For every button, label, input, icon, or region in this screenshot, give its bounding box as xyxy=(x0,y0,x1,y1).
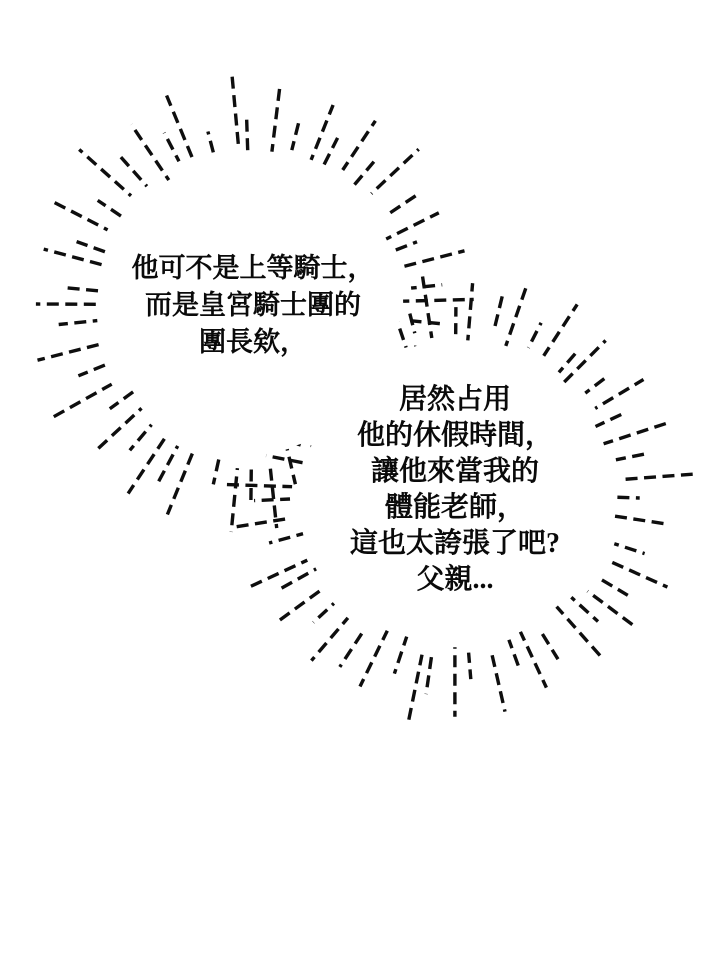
speech-line: 而是皇宮騎士團的 xyxy=(145,290,361,320)
speech-line: 讓他來當我的 xyxy=(370,456,539,487)
speech-line: 父親... xyxy=(416,564,494,595)
speech-line: 體能老師， xyxy=(384,492,525,523)
speech-line: 他的休假時間， xyxy=(356,420,553,451)
speech-bubble-knight-captain xyxy=(83,250,423,361)
speech-line: 他可不是上等騎士， xyxy=(131,253,375,283)
speech-line: 這也太誇張了吧? xyxy=(349,528,560,559)
speech-bubble-vacation-trainer xyxy=(285,382,625,598)
speech-line: 團長欸， xyxy=(199,327,307,357)
speech-line: 居然占用 xyxy=(398,384,511,415)
